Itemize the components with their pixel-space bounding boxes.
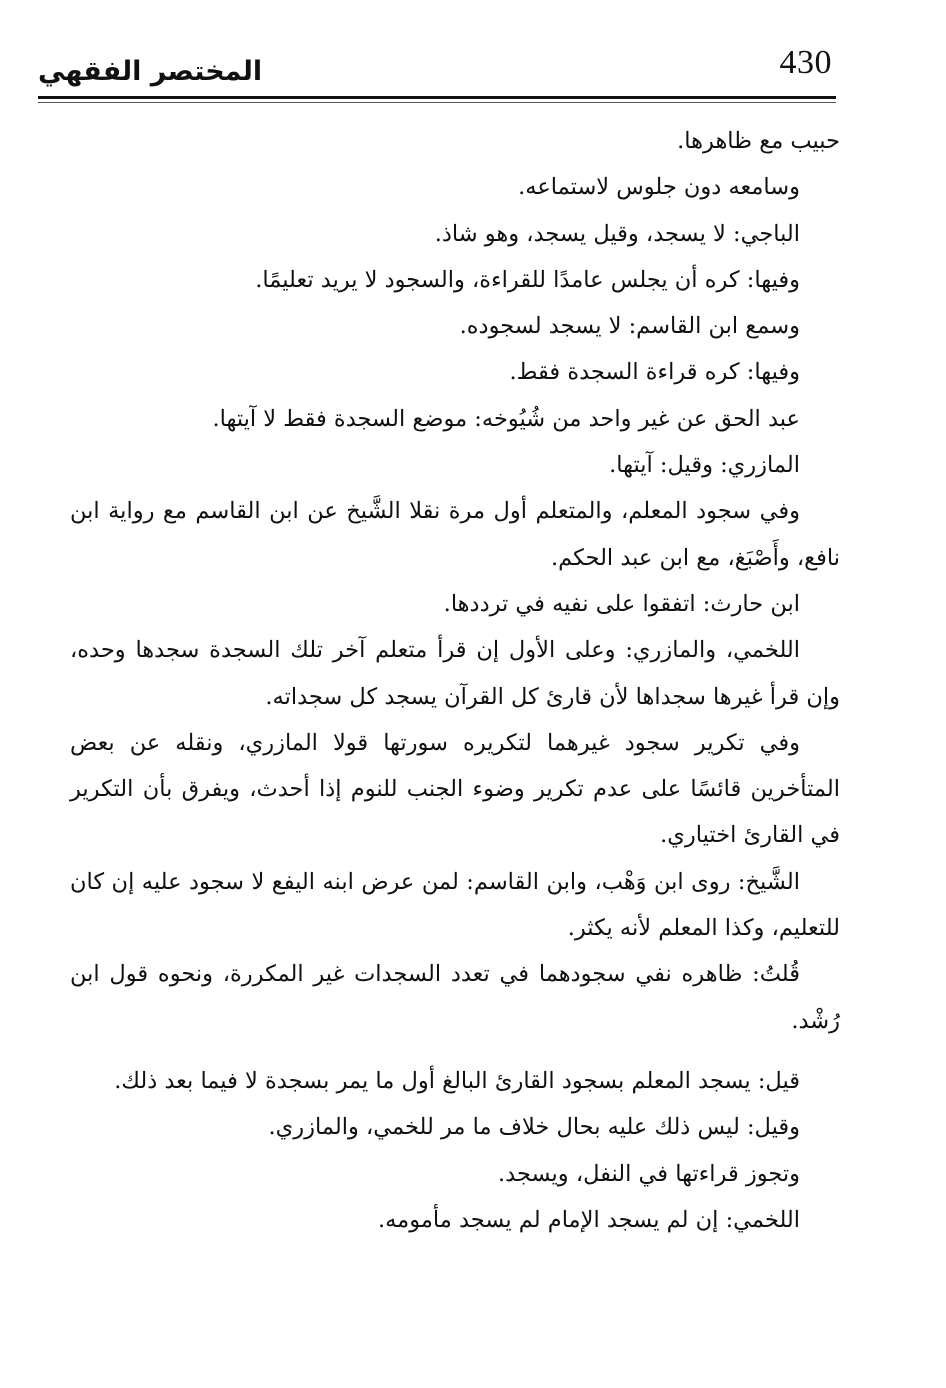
page-body	[70, 118, 840, 1243]
paragraph: وسمع ابن القاسم: لا يسجد لسجوده.	[459, 313, 800, 340]
paragraph: وفيها: كره قراءة السجدة فقط.	[509, 359, 800, 386]
header-rule-thin	[38, 102, 836, 103]
paragraph: اللخمي، والمازري: وعلى الأول إن قرأ متعلم آخر تلك السجدة سجدها وحده، وإن قرأ غيرها سجداها لأن قارئ كل القرآن يسجد كل سجداته.	[70, 637, 840, 710]
paragraph: المازري: وقيل: آيتها.	[609, 452, 800, 479]
paragraph: ابن حارث: اتفقوا على نفيه في ترددها.	[443, 590, 800, 617]
paragraph: وفيها: كره أن يجلس عامدًا للقراءة، والسجود لا يريد تعليمًا.	[255, 266, 800, 293]
paragraph: الشَّيخ: روى ابن وَهْب، وابن القاسم: لمن عرض ابنه اليفع لا سجود عليه إن كان للتعليم، وكذا المعلم لأنه يكثر.	[70, 868, 840, 942]
paragraph: وفي تكرير سجود غيرهما لتكريره سورتها قولا المازري، ونقله عن بعض المتأخرين قائسًا على عدم تكرير وضوء الجنب للنوم إذا أحدث، ويفرق بأن التكرير في القارئ اختياري.	[70, 729, 840, 849]
paragraph: وسامعه دون جلوس لاستماعه.	[518, 174, 800, 201]
paragraph: الباجي: لا يسجد، وقيل يسجد، وهو شاذ.	[434, 220, 800, 247]
paragraph: اللخمي: إن لم يسجد الإمام لم يسجد مأمومه.	[377, 1206, 800, 1233]
page-header	[38, 42, 836, 102]
paragraph: قُلتُ: ظاهره نفي سجودهما في تعدد السجدات غير المكررة، ونحوه قول ابن رُشْد.	[70, 961, 840, 1034]
paragraph: قيل: يسجد المعلم بسجود القارئ البالغ أول ما يمر بسجدة لا فيما بعد ذلك.	[114, 1067, 800, 1094]
paragraph: عبد الحق عن غير واحد من شُيُوخه: موضع السجدة فقط لا آيتها.	[212, 405, 800, 432]
page-number: 430	[779, 44, 832, 81]
paragraph: حبيب مع ظاهرها.	[677, 128, 840, 154]
paragraph: وقيل: ليس ذلك عليه بحال خلاف ما مر للخمي، والمازري.	[268, 1114, 800, 1141]
paragraph: وفي سجود المعلم، والمتعلم أول مرة نقلا الشَّيخ عن ابن القاسم مع رواية ابن نافع، وأَصْبَغ، مع ابن عبد الحكم.	[70, 498, 840, 571]
running-title: المختصر الفقهي	[38, 56, 263, 87]
header-rule	[38, 96, 836, 99]
paragraph: وتجوز قراءتها في النفل، ويسجد.	[497, 1160, 800, 1187]
